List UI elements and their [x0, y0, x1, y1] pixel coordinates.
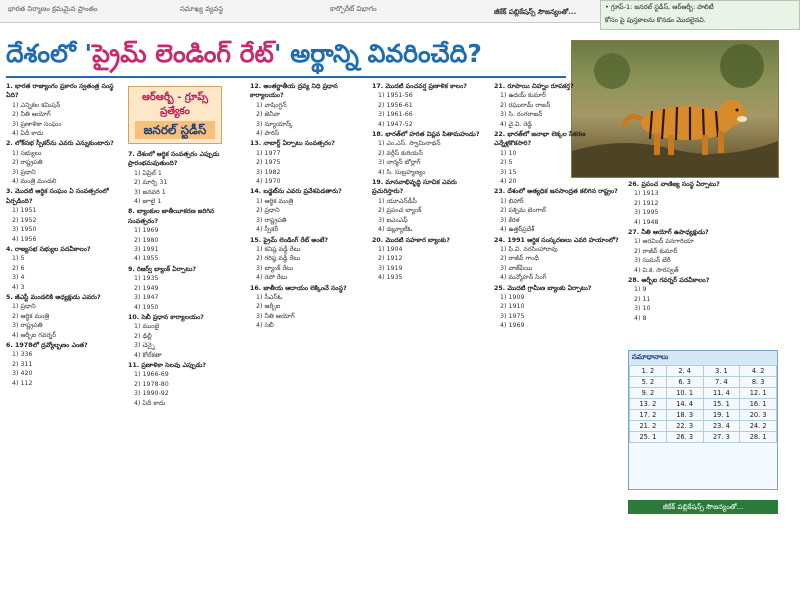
question-option: 3) రాష్ట్రపతి [256, 216, 287, 224]
question-option: 2) నీతి ఆయోగ్ [12, 111, 51, 119]
question-text: 28. ఆర్బీఐ గవర్నర్ పదవీకాలం? [628, 277, 710, 285]
question-option: 2) పశ్చిమ బెంగాల్ [500, 207, 546, 215]
question-option: 4) రెపో రేటు [256, 274, 288, 282]
question-option: 2) 1975 [256, 159, 281, 167]
answer-cell: 1. 2 [630, 366, 667, 377]
question-option: 3) రాష్ట్రపతి [12, 322, 43, 330]
question-option: 2) ఆర్థిక మంత్రి [12, 312, 50, 320]
question-option: 3) బ్యాంక్ రేటు [256, 264, 294, 272]
question-option: 3) నీతి ఆయోగ్ [256, 312, 295, 320]
question-option: 3) 420 [12, 370, 33, 378]
question-item [128, 265, 246, 312]
question-option: 2) 1952 [12, 216, 37, 224]
question-option: 3) 15 [500, 168, 517, 176]
answer-cell: 13. 2 [630, 399, 667, 410]
question-option: 2) రాజీవ్ కుమార్ [634, 247, 678, 255]
question-item [128, 361, 246, 408]
question-option: 3) 1947 [134, 294, 159, 302]
question-text: 8. బ్యాంకుల జాతీయీకరణ జరిగిన సంవత్సరం? [128, 208, 215, 225]
question-text: 27. నీతి ఆయోగ్ ఉపాధ్యక్షుడు? [628, 229, 709, 237]
answer-cell: 17. 2 [630, 410, 667, 421]
question-item [494, 130, 624, 186]
headline [6, 34, 571, 74]
question-item [250, 187, 368, 234]
question-item [6, 139, 124, 186]
answer-cell: 20. 3 [740, 410, 777, 421]
answer-cell: 10. 1 [666, 388, 703, 399]
question-option: 4) 1948 [634, 218, 659, 226]
question-option: 4) ఏదీ కాదు [12, 130, 44, 138]
question-item [628, 180, 778, 227]
question-option: 1) ఆర్థిక మంత్రి [256, 197, 294, 205]
question-option: 1) 1951 [12, 207, 37, 215]
question-option: 4) 1956 [12, 235, 37, 243]
answer-row [630, 432, 777, 443]
question-option: 2) 11 [634, 295, 651, 303]
question-text: 23. దేశంలో అత్యధిక జనసాంద్రత కలిగిన రాష్ట్రం? [494, 188, 618, 196]
question-option: 1) 1951-56 [378, 92, 413, 100]
top-strip-right: కార్పొరేట్ విభాగం [330, 5, 377, 13]
answer-cell: 2. 4 [666, 366, 703, 377]
answer-row [630, 366, 777, 377]
question-item [494, 187, 624, 234]
headline-accent: ప్రైమ్ లెండింగ్ రేట్ [92, 39, 274, 68]
question-option: 3) ప్రణాళికా సంఘం [12, 120, 62, 128]
answer-row [630, 388, 777, 399]
question-text: 15. ప్రైమ్ లెండింగ్ రేట్ అంటే? [250, 236, 329, 244]
question-option: 1) ఎం.ఎస్. స్వామినాథన్ [378, 140, 441, 148]
question-option: 4) 20 [500, 178, 517, 186]
question-item [372, 236, 490, 283]
question-text: 17. మొదటి పంచవర్ష ప్రణాళిక కాలం? [372, 83, 467, 90]
question-option: 1) ముంబై [134, 323, 160, 331]
question-option: 3) 1995 [634, 209, 659, 217]
question-option: 3) 1950 [12, 226, 37, 234]
answer-cell: 19. 1 [703, 410, 740, 421]
bottom-credit: జీకేక్ పబ్లికేషన్స్ సౌజన్యంతో... [628, 500, 778, 514]
question-option: 1) ఏప్రిల్ 1 [134, 169, 162, 177]
question-option: 1) 1913 [634, 190, 659, 198]
question-text: 9. రిజర్వ్ బ్యాంక్ ఏర్పాటు? [128, 265, 197, 273]
brand-line2: జనరల్ స్టడీస్ [135, 121, 215, 139]
question-option: 1) 9 [634, 286, 647, 294]
answer-row [630, 421, 777, 432]
question-text: 10. సెబీ ప్రధాన కార్యాలయం? [128, 313, 204, 321]
question-text: 7. దేశంలో ఆర్థిక సంవత్సరం ఎప్పుడు ప్రారంభమవుతుంది? [128, 151, 220, 168]
question-option: 2) 1978-80 [134, 380, 169, 388]
question-option: 4) 1970 [256, 178, 281, 186]
question-text: 6. 1978లో ద్రవ్యోల్బణం ఎంత? [6, 341, 88, 349]
question-text: 18. భారత్‌లో హరిత విప్లవ పితామహుడు? [372, 131, 480, 139]
question-column-5 [494, 82, 624, 522]
question-option: 4) సి. సుబ్రహ్మణ్యం [378, 168, 426, 176]
question-column-2 [128, 150, 246, 590]
question-text: 2. లోక్‌సభ స్పీకర్‌ను ఎవరు ఎన్నుకుంటారు? [6, 140, 114, 148]
question-item [372, 82, 490, 129]
brand-line1: ఆర్ఆర్బీ - గ్రూప్స్ ప్రత్యేకం [141, 92, 209, 117]
top-note-line2: కోసం పై పుస్తకాలను కొనడం మొదలైనవి. [605, 16, 706, 24]
question-option: 1) ఎన్నికల కమిషన్ [12, 101, 61, 109]
brand-box [128, 86, 222, 144]
question-option: 2) 1956-61 [378, 101, 413, 109]
question-option: 2) 311 [12, 360, 33, 368]
answer-cell: 25. 1 [630, 432, 667, 443]
question-item [6, 293, 124, 340]
question-option: 1) బిహార్ [500, 197, 524, 205]
answer-cell: 8. 3 [740, 377, 777, 388]
question-option: 2) 5 [500, 159, 513, 167]
answer-cell: 5. 2 [630, 377, 667, 388]
question-option: 2) 6 [12, 264, 25, 272]
question-option: 2) ప్రధాని [256, 207, 280, 215]
question-option: 2) రఘురామ్ రాజన్ [500, 101, 551, 109]
question-column-1 [6, 82, 124, 522]
answer-cell: 15. 1 [703, 399, 740, 410]
question-option: 4) 112 [12, 379, 33, 387]
question-option: 3) 1991 [134, 246, 159, 254]
question-option: 3) కేరళ [500, 216, 520, 224]
answer-cell: 12. 1 [740, 388, 777, 399]
question-option: 3) నార్మన్ బోర్లాగ్ [378, 159, 421, 167]
headline-part1: దేశంలో ' [6, 39, 93, 68]
question-option: 4) ఏదీ కాదు [134, 399, 166, 407]
question-item [6, 187, 124, 243]
question-option: 3) సి. రంగరాజన్ [500, 111, 543, 119]
answer-key-box [628, 350, 778, 490]
question-text: 14. బడ్జెట్‌ను ఎవరు ప్రవేశపెడతారు? [250, 188, 342, 196]
question-text: 19. మానవాభివృద్ధి సూచిక ఎవరు ప్రచురిస్తారు? [372, 179, 457, 196]
answer-row [630, 377, 777, 388]
question-option: 2) 1949 [134, 284, 159, 292]
question-text: 11. ప్రణాళికా సెలవు ఎప్పుడు? [128, 361, 207, 369]
question-option: 2) 1912 [378, 255, 403, 263]
question-text: 25. మొదటి గ్రామీణ బ్యాంకు ఏర్పాటు? [494, 284, 592, 292]
top-strip-mid: సమాఖ్య వ్యవస్థ [180, 5, 224, 13]
question-option: 4) వి.కె. సారస్వత్ [634, 266, 679, 274]
question-option: 2) 1912 [634, 199, 659, 207]
question-option: 3) సుమన్ బేరీ [634, 257, 671, 265]
question-text: 12. అంతర్జాతీయ ద్రవ్య నిధి ప్రధాన కార్యాలయం? [250, 83, 338, 100]
top-note-line1: • గ్రూప్-1: జనరల్ స్టడీస్, ఆర్ఆర్బీ: పాలిటీ [605, 3, 714, 11]
question-option: 1) పి.వి. నరసింహారావు [500, 245, 558, 253]
question-option: 3) 4 [12, 274, 25, 282]
answer-cell: 11. 4 [703, 388, 740, 399]
question-text: 3. మొదటి ఆర్థిక సంఘం ఏ సంవత్సరంలో ఏర్పడింది? [6, 188, 109, 205]
question-option: 2) 1910 [500, 303, 525, 311]
question-item [628, 228, 778, 275]
question-option: 2) ఆర్బీఐ [256, 303, 281, 311]
question-item [128, 313, 246, 360]
question-option: 1) 1935 [134, 275, 159, 283]
question-option: 1) 5 [12, 255, 25, 263]
answer-cell: 27. 3 [703, 432, 740, 443]
question-option: 4) 1950 [134, 303, 159, 311]
question-item [6, 341, 124, 388]
question-option: 4) ఆర్బీఐ గవర్నర్ [12, 331, 56, 339]
question-item [494, 82, 624, 129]
question-column-4 [372, 82, 490, 522]
question-option: 1) ఉదయ్ కుమార్ [500, 92, 546, 100]
question-option: 2) వర్గీస్ కురియన్ [378, 149, 423, 157]
question-text: 20. మొదటి సహకార బ్యాంకు? [372, 236, 450, 244]
question-option: 2) ఢిల్లీ [134, 332, 152, 340]
question-option: 3) జనవరి 1 [134, 188, 166, 196]
question-item [250, 284, 368, 331]
top-credit: జీకేక్ పబ్లికేషన్స్ సౌజన్యంతో... [494, 8, 577, 16]
question-option: 3) 1990-92 [134, 390, 169, 398]
question-option: 2) 1980 [134, 236, 159, 244]
question-option: 3) న్యూయార్క్ [256, 120, 293, 128]
top-strip-left: భారత నిర్మాణం క్రమమైన ప్రాంతం [8, 5, 98, 13]
question-option: 2) జెనీవా [256, 111, 281, 119]
answer-cell: 28. 1 [740, 432, 777, 443]
answer-cell: 4. 2 [740, 366, 777, 377]
answer-cell: 21. 2 [630, 421, 667, 432]
question-option: 1) ప్రధాని [12, 303, 36, 311]
answer-key-title: సమాధానాలు [629, 351, 777, 365]
question-option: 3) వాజ్‌పేయి [500, 264, 533, 272]
question-option: 3) 10 [634, 305, 651, 313]
question-item [628, 276, 778, 323]
question-item [372, 178, 490, 234]
question-item [6, 82, 124, 138]
answer-cell: 24. 2 [740, 421, 777, 432]
answer-cell: 18. 3 [666, 410, 703, 421]
question-option: 2) రాష్ట్రపతి [12, 159, 43, 167]
question-option: 4) డబ్ల్యూటీఓ [378, 226, 413, 234]
question-option: 4) ఉత్తర్‌ప్రదేశ్ [500, 226, 535, 234]
question-option: 4) 8 [634, 314, 647, 322]
question-option: 4) వై.వి. రెడ్డి [500, 120, 532, 128]
answer-cell: 22. 3 [666, 421, 703, 432]
question-option: 1) యూఎన్‌డీపీ [378, 197, 417, 205]
question-item [372, 130, 490, 177]
question-option: 4) మన్మోహన్ సింగ్ [500, 274, 547, 282]
question-option: 1) 336 [12, 351, 33, 359]
question-item [6, 245, 124, 292]
question-option: 2) గరిష్ఠ వడ్డీ రేటు [256, 255, 301, 263]
answer-cell: 7. 4 [703, 377, 740, 388]
question-option: 2) ప్రపంచ బ్యాంక్ [378, 207, 422, 215]
question-option: 1) 1969 [134, 227, 159, 235]
answer-row [630, 399, 777, 410]
question-column-6 [628, 180, 778, 340]
question-option: 3) ప్రధాని [12, 168, 36, 176]
answer-cell: 6. 3 [666, 377, 703, 388]
question-option: 4) 1935 [378, 274, 403, 282]
answer-cell: 14. 4 [666, 399, 703, 410]
question-item [250, 139, 368, 186]
question-option: 1) అరవింద్ పనగారియా [634, 238, 694, 246]
question-option: 1) 10 [500, 149, 517, 157]
answer-row [630, 410, 777, 421]
question-option: 4) 1947-52 [378, 120, 413, 128]
answer-cell: 9. 2 [630, 388, 667, 399]
question-option: 3) 1975 [500, 312, 525, 320]
answer-cell: 23. 4 [703, 421, 740, 432]
question-option: 2) మార్చి 31 [134, 179, 168, 187]
headline-part2: ' అర్థాన్ని వివరించేది? [273, 39, 482, 68]
question-text: 1. భారత రాజ్యాంగం ప్రకారం స్వతంత్ర సంస్థ ఏది? [6, 83, 114, 100]
answer-key-table [629, 365, 777, 443]
question-option: 3) చెన్నై [134, 342, 155, 350]
question-option: 1) కనిష్ఠ వడ్డీ రేటు [256, 245, 301, 253]
question-option: 1) 1966-69 [134, 371, 169, 379]
question-option: 4) 1955 [134, 255, 159, 263]
question-option: 4) 1969 [500, 322, 525, 330]
question-option: 1) వాషింగ్టన్ [256, 101, 287, 109]
question-text: 13. నాబార్డ్ ఏర్పాటు సంవత్సరం? [250, 140, 335, 148]
question-option: 3) 1961-66 [378, 111, 413, 119]
question-item [494, 284, 624, 331]
question-text: 22. భారత్‌లో జనాభా లెక్కల సేకరణ ఎన్నేళ్లకొకసారి? [494, 131, 586, 148]
question-option: 4) 3 [12, 283, 25, 291]
question-column-3 [250, 82, 368, 522]
question-option: 4) పారిస్ [256, 130, 280, 138]
question-option: 1) సీఎస్ఓ [256, 293, 283, 301]
question-option: 1) 1904 [378, 245, 403, 253]
headline-rule [6, 76, 566, 78]
top-note-box [600, 0, 800, 30]
question-text: 24. 1991 ఆర్థిక సంస్కరణలు ఎవరి హయాంలో? [494, 236, 619, 244]
question-item [250, 236, 368, 283]
question-option: 4) సెబీ [256, 322, 274, 330]
answer-cell: 16. 1 [740, 399, 777, 410]
question-option: 3) 1982 [256, 168, 281, 176]
answer-cell: 26. 3 [666, 432, 703, 443]
question-option: 4) మంత్రి మండలి [12, 178, 57, 186]
question-option: 1) 1977 [256, 149, 281, 157]
question-text: 16. జాతీయ ఆదాయం లెక్కించే సంస్థ? [250, 284, 347, 292]
question-option: 4) జూలై 1 [134, 198, 162, 206]
question-option: 2) రాజీవ్ గాంధీ [500, 255, 539, 263]
question-item [128, 150, 246, 206]
question-item [250, 82, 368, 138]
question-text: 4. రాజ్యసభ సభ్యుల పదవీకాలం? [6, 245, 91, 253]
question-item [494, 236, 624, 283]
question-item [128, 207, 246, 263]
question-text: 5. జీఎస్టీ మండలికి అధ్యక్షుడు ఎవరు? [6, 293, 101, 301]
question-option: 1) 1909 [500, 293, 525, 301]
question-option: 1) సభ్యులు [12, 149, 42, 157]
question-option: 4) స్పీకర్ [256, 226, 279, 234]
question-option: 3) ఐఎంఎఫ్ [378, 216, 408, 224]
answer-cell: 3. 1 [703, 366, 740, 377]
question-option: 4) కోల్‌కతా [134, 351, 162, 359]
question-text: 21. రూపాయి చిహ్నం రూపకర్త? [494, 83, 574, 90]
question-option: 3) 1919 [378, 264, 403, 272]
question-text: 26. ప్రపంచ వాణిజ్య సంస్థ ఏర్పాటు? [628, 181, 720, 188]
